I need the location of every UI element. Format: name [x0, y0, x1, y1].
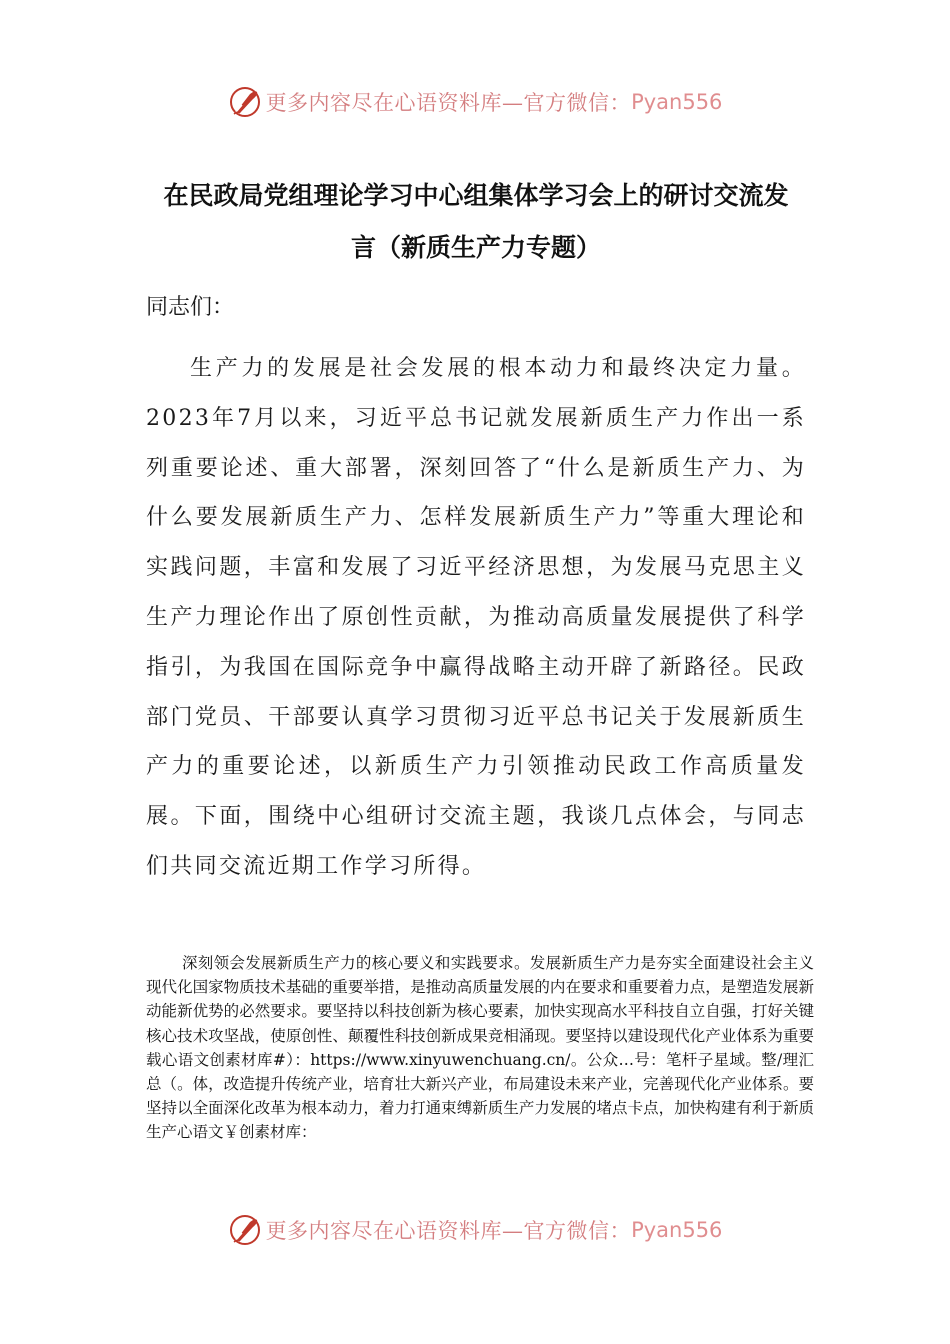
title-line-2: 言（新质生产力专题）: [350, 233, 601, 262]
intro-paragraph: 生产力的发展是社会发展的根本动力和最终决定力量。2023年7月以来，习近平总书记就发展新质生产力作出一系列重要论述、重大部署，深刻回答了“什么是新质生产力、为什么要发展新质生产力、怎样发展新质生产力”等重大理论和实践问题，丰富和发展了习近平经济思想，为发展马克思主义生产力理论作出了原创性贡献，为推动高质量发展提供了科学指引，为我国在国际竞争中赢得战略主动开辟了新路径。民政部门党员、干部要认真学习贯彻习近平总书记关于发展新质生产力的重要论述，以新质生产力引领推动民政工作高质量发展。下面，围绕中心组研讨交流主题，我谈几点体会，与同志们共同交流近期工作学习所得。: [146, 356, 806, 879]
quill-logo-icon: [228, 85, 262, 119]
wechat-id: Pyan556: [631, 90, 723, 114]
banner-text: 更多内容尽在心语资料库—官方微信：: [265, 91, 632, 115]
banner-text: 更多内容尽在心语资料库—官方微信：: [265, 1219, 632, 1243]
quill-logo-icon: [228, 1213, 262, 1247]
title-line-1: 在民政局党组理论学习中心组集体学习会上的研讨交流发: [163, 181, 789, 210]
salutation: 同志们：: [146, 295, 235, 320]
section-paragraph: 深刻领会发展新质生产力的核心要义和实践要求。发展新质生产力是夯实全面建设社会主义现代化国家物质技术基础的重要举措，是推动高质量发展的内在要求和重要着力点，是塑造发展新动能新优势的必然要求。要坚持以科技创新为核心要素，加快实现高水平科技自立自强，打好关键核心技术攻坚战，使原创性、颠覆性科技创新成果竞相涌现。要坚持以建设现代化产业体系为重要载心语文创素材库#）：https://www.xinyuwenchuang.cn/。公众…号：笔杆子星域。整/理汇总（。体，改造提升传统产业，培育壮大新兴产业，布局建设未来产业，完善现代化产业体系。要坚持以全面深化改革为根本动力，着力打通束缚新质生产力发展的堵点卡点，加快构建有利于新质生产心语文￥创素材库：: [146, 954, 814, 1142]
wechat-id: Pyan556: [631, 1218, 723, 1242]
document-title: [146, 170, 806, 274]
header-banner: [0, 82, 950, 122]
footer-banner: [0, 1210, 950, 1250]
